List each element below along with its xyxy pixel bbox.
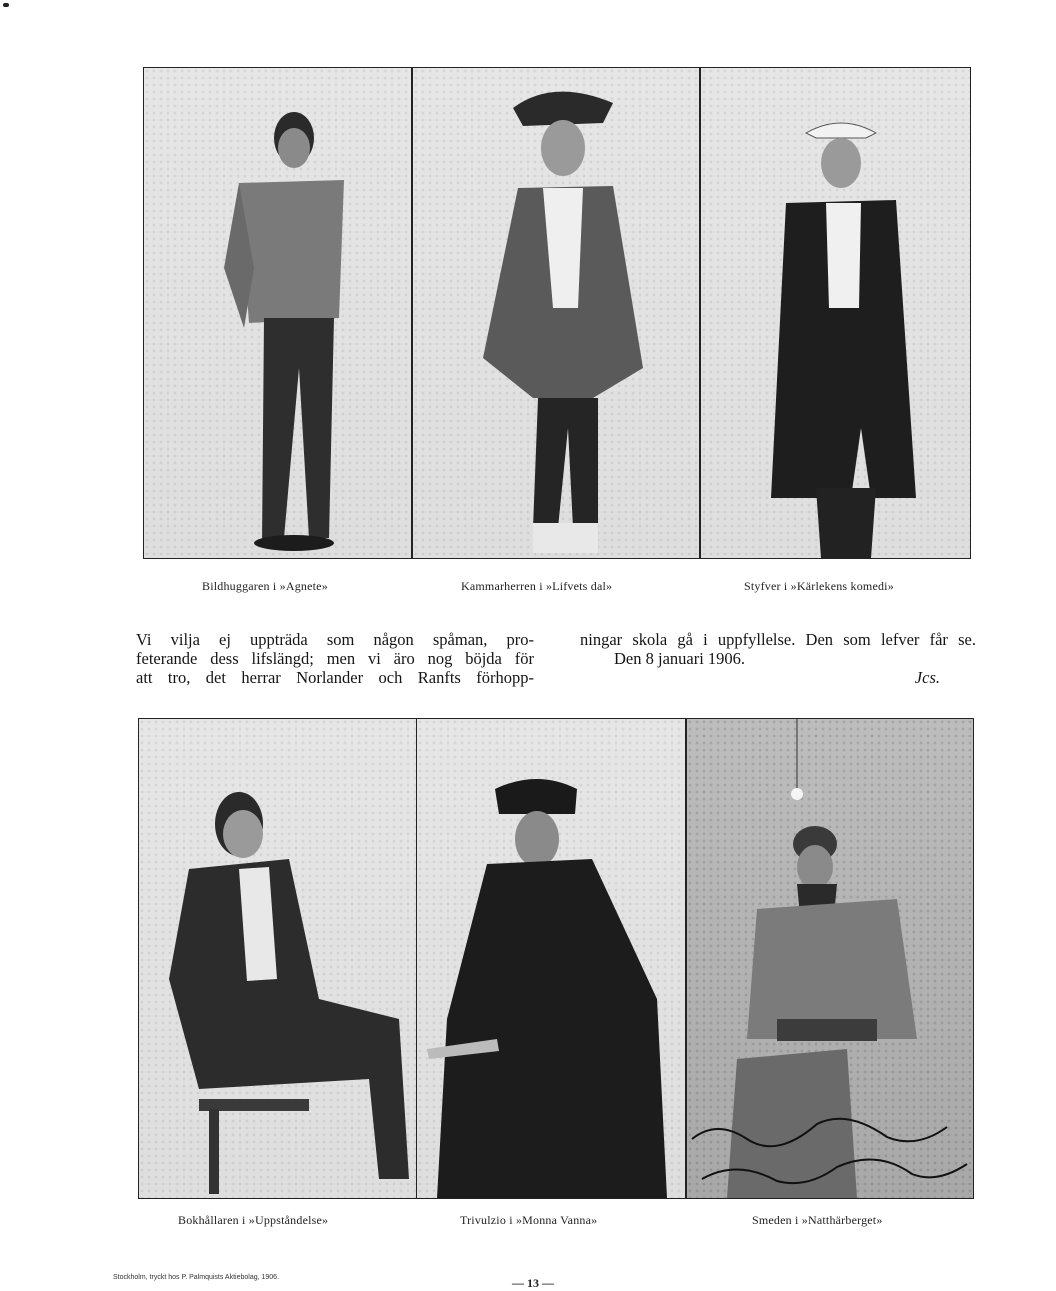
printer-imprint: Stockholm, tryckt hos P. Palmquists Aktiebolag, 1906. <box>113 1274 280 1281</box>
photo-trivulzio <box>416 718 686 1199</box>
article-left-column <box>136 630 534 687</box>
article-signature: Jcs. <box>914 668 940 687</box>
caption-smeden: Smeden i »Natthärberget» <box>752 1213 883 1227</box>
article-date: Den 8 januari 1906. <box>614 649 746 668</box>
photo-smeden <box>686 718 974 1199</box>
article-right-column <box>580 630 976 687</box>
page-number: — 13 — <box>512 1276 554 1290</box>
figure-man-with-hat <box>701 68 970 558</box>
figure-standing-man <box>144 68 411 558</box>
photo-styfver <box>700 67 971 559</box>
handwritten-inscription-image <box>687 719 973 1198</box>
figure-courtier <box>413 68 699 558</box>
figure-seated-man <box>139 719 416 1198</box>
figure-robed-man <box>417 719 685 1198</box>
article-line: feterande dess lifslängd; men vi äro nog böjda för <box>136 649 534 668</box>
caption-trivulzio: Trivulzio i »Monna Vanna» <box>460 1213 598 1227</box>
article-line: ningar skola gå i uppfyllelse. Den som lefver får se. <box>580 630 976 649</box>
caption-styfver: Styfver i »Kärlekens komedi» <box>744 579 894 593</box>
article-line: att tro, det herrar Norlander och Ranfts förhopp- <box>136 668 534 687</box>
photo-kammarherren <box>412 67 700 559</box>
photo-bildhuggaren <box>143 67 412 559</box>
photo-bokhallaren <box>138 718 417 1199</box>
caption-bildhuggaren: Bildhuggaren i »Agnete» <box>202 579 328 593</box>
caption-kammarherren: Kammarherren i »Lifvets dal» <box>461 579 613 593</box>
corner-mark <box>3 3 9 7</box>
article-line: Vi vilja ej uppträda som någon spåman, pro- <box>136 630 534 649</box>
caption-bokhallaren: Bokhållaren i »Uppståndelse» <box>178 1213 329 1227</box>
